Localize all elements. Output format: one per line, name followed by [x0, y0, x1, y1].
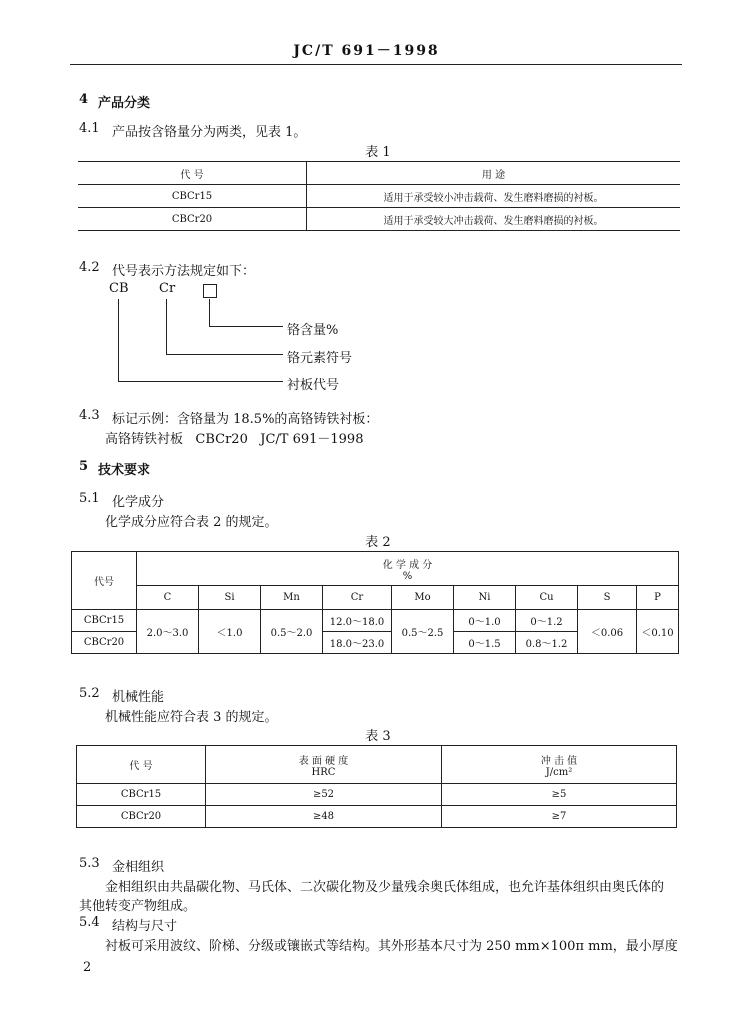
diagram-label-chromium-content: 铬含量%	[287, 323, 339, 338]
diagram-line	[166, 299, 167, 354]
table-3-header-code: 代 号	[77, 746, 206, 784]
table-row	[78, 208, 680, 231]
clause-4-1-number: 4.1	[79, 121, 100, 136]
clause-4-3-number: 4.3	[79, 408, 100, 423]
clause-5-3-text-line1: 金相组织由共晶碳化物、马氏体、二次碳化物及少量残余奥氏体组成，也允许基体组织由奥氏体的	[105, 880, 665, 895]
table-2-col-cu: Cu	[516, 586, 578, 610]
table-3-header-impact	[442, 746, 677, 784]
table-3-cell-code: CBCr15	[77, 784, 206, 806]
clause-5-2-text: 机械性能应符合表 3 的规定。	[105, 710, 278, 725]
diagram-line	[209, 326, 283, 327]
table-3-impact-unit: J/cm²	[545, 766, 573, 778]
table-2-mo-value: 0.5～2.5	[392, 610, 454, 654]
clause-5-1-number: 5.1	[79, 491, 100, 506]
table-2-group-unit: %	[402, 570, 413, 582]
table-2-header-group	[137, 552, 679, 586]
clause-5-1-title: 化学成分	[112, 495, 165, 510]
table-2-group-title: 化 学 成 分	[382, 559, 433, 571]
header-rule	[70, 64, 682, 65]
section-4-number: 4	[79, 92, 89, 107]
diagram-label-liner-code: 衬板代号	[287, 378, 340, 393]
clause-4-2-text: 代号表示方法规定如下：	[112, 264, 256, 279]
section-4-heading: 产品分类	[98, 96, 151, 111]
table-row	[78, 185, 680, 208]
table-2-header-row	[72, 552, 679, 586]
table-1-cell-code: CBCr20	[78, 208, 307, 231]
clause-4-1-text: 产品按含铬量分为两类，见表 1。	[112, 125, 307, 140]
table-1-header-code: 代 号	[78, 162, 307, 185]
table-2-col-mn: Mn	[261, 586, 323, 610]
table-3-caption: 表 3	[365, 729, 391, 744]
diagram-box-placeholder	[203, 284, 217, 298]
diagram-line	[118, 299, 119, 381]
table-2-ni-value-cbcr20: 0～1.5	[454, 632, 516, 654]
marking-example: 高铬铸铁衬板 CBCr20 JC/T 691－1998	[105, 432, 364, 447]
table-2-mn-value: 0.5～2.0	[261, 610, 323, 654]
table-3-hardness-title: 表 面 硬 度	[298, 755, 349, 767]
table-2-col-si: Si	[199, 586, 261, 610]
page-number: 2	[83, 960, 92, 975]
clause-4-3-text: 标记示例：含铬量为 18.5%的高铬铸铁衬板：	[112, 412, 379, 427]
table-2	[71, 551, 679, 654]
clause-5-4-number: 5.4	[79, 915, 100, 930]
diagram-cb: CB	[109, 281, 129, 296]
table-1	[78, 161, 680, 231]
clause-4-2-number: 4.2	[79, 260, 100, 275]
table-2-header-code: 代号	[72, 552, 137, 610]
table-3-cell-hardness: ≥52	[206, 784, 442, 806]
table-2-si-value: ＜1.0	[199, 610, 261, 654]
clause-5-4-text-line1: 衬板可采用波纹、阶梯、分级或镶嵌式等结构。其外形基本尺寸为 250 mm×100π mm，最小厚度	[105, 939, 678, 954]
diagram-cr: Cr	[159, 281, 176, 296]
clause-5-1-text: 化学成分应符合表 2 的规定。	[105, 515, 278, 530]
document-header: JC/T 691－1998	[293, 43, 440, 59]
diagram-line	[118, 381, 283, 382]
table-3	[76, 745, 677, 828]
table-3-header-row	[77, 746, 677, 784]
diagram-line	[209, 299, 210, 326]
diagram-line	[166, 354, 283, 355]
clause-5-3-title: 金相组织	[112, 860, 165, 875]
clause-5-4-title: 结构与尺寸	[112, 919, 178, 934]
clause-5-3-text-line2: 其他转变产物组成。	[79, 899, 197, 914]
table-2-col-mo: Mo	[392, 586, 454, 610]
table-2-col-p: P	[637, 586, 679, 610]
table-3-cell-hardness: ≥48	[206, 806, 442, 828]
clause-5-3-number: 5.3	[79, 856, 100, 871]
clause-5-2-number: 5.2	[79, 686, 100, 701]
table-2-col-cr: Cr	[323, 586, 392, 610]
clause-5-2-title: 机械性能	[112, 690, 165, 705]
table-2-element-row	[72, 586, 679, 610]
table-row	[77, 806, 677, 828]
table-2-ni-value-cbcr15: 0～1.0	[454, 610, 516, 632]
table-1-cell-use: 适用于承受较小冲击载荷、发生磨料磨损的衬板。	[307, 185, 681, 208]
table-3-cell-code: CBCr20	[77, 806, 206, 828]
table-2-cu-value-cbcr15: 0～1.2	[516, 610, 578, 632]
table-2-cu-value-cbcr20: 0.8～1.2	[516, 632, 578, 654]
table-2-col-s: S	[578, 586, 637, 610]
table-3-impact-title: 冲 击 值	[540, 755, 578, 767]
section-5-heading: 技术要求	[98, 463, 151, 478]
table-row	[72, 610, 679, 632]
table-2-col-c: C	[137, 586, 199, 610]
table-3-cell-impact: ≥5	[442, 784, 677, 806]
table-3-hardness-unit: HRC	[311, 766, 336, 778]
table-2-c-value: 2.0～3.0	[137, 610, 199, 654]
table-1-cell-code: CBCr15	[78, 185, 307, 208]
diagram-label-chromium-symbol: 铬元素符号	[287, 351, 353, 366]
table-2-cr-value-cbcr20: 18.0～23.0	[323, 632, 392, 654]
table-row	[77, 784, 677, 806]
table-2-code-cbcr20: CBCr20	[72, 632, 137, 654]
section-5-number: 5	[79, 459, 89, 474]
table-2-cr-value-cbcr15: 12.0～18.0	[323, 610, 392, 632]
table-2-caption: 表 2	[365, 535, 391, 550]
table-3-header-hardness	[206, 746, 442, 784]
table-2-code-cbcr15: CBCr15	[72, 610, 137, 632]
table-3-cell-impact: ≥7	[442, 806, 677, 828]
table-1-cell-use: 适用于承受较大冲击载荷、发生磨料磨损的衬板。	[307, 208, 681, 231]
table-1-header-row	[78, 162, 680, 185]
table-2-p-value: ＜0.10	[637, 610, 679, 654]
table-2-col-ni: Ni	[454, 586, 516, 610]
table-1-caption: 表 1	[365, 145, 391, 160]
table-2-s-value: ＜0.06	[578, 610, 637, 654]
table-1-header-use: 用 途	[307, 162, 681, 185]
